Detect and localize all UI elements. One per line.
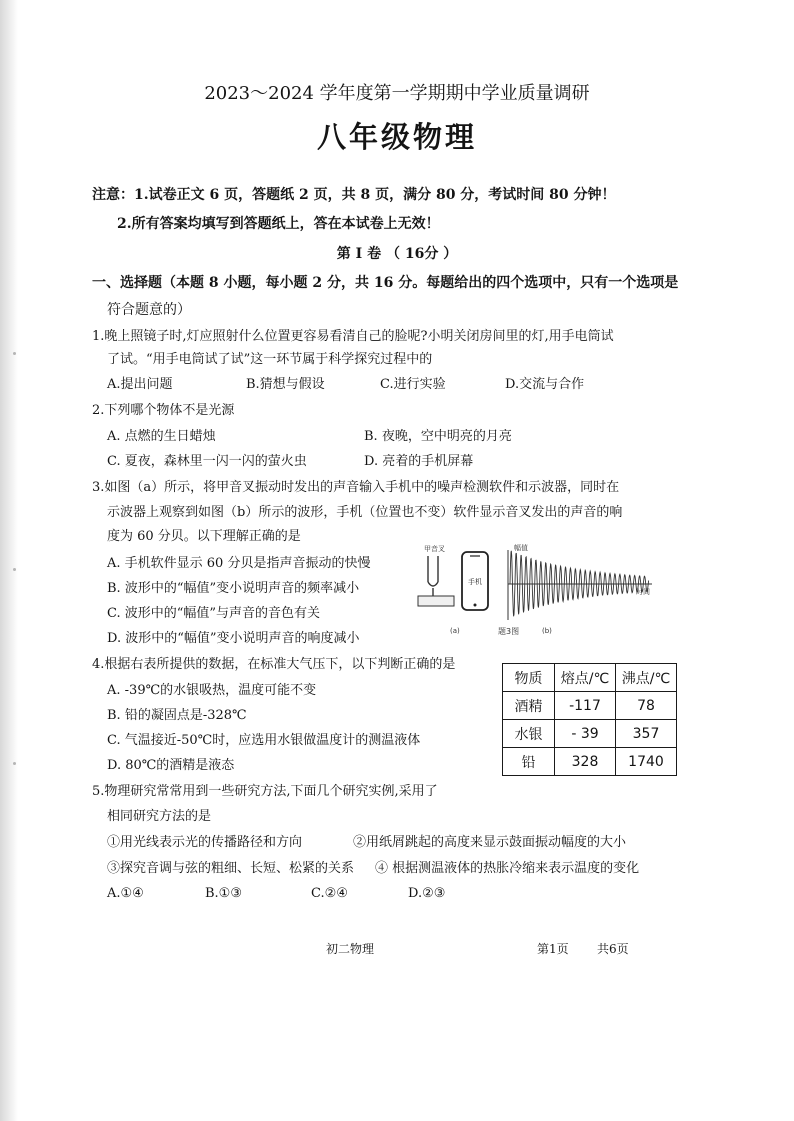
table-row xyxy=(503,748,677,776)
q3-option-c: C. 波形中的“幅值”与声音的音色有关 xyxy=(107,606,321,621)
q5-option-d: D.②③ xyxy=(408,886,446,901)
q5-option-b: B.①③ xyxy=(205,886,242,901)
q2-option-a: A. 点燃的生日蜡烛 xyxy=(107,429,216,444)
q4-stem: 4.根据右表所提供的数据，在标准大气压下，以下判断正确的是 xyxy=(92,657,456,672)
q3-stem-cont-2: 度为 60 分贝。以下理解正确的是 xyxy=(107,529,301,544)
figure-b-caption: (b) xyxy=(542,627,552,635)
q4-option-b: B. 铅的凝固点是-328℃ xyxy=(107,708,247,723)
table-row xyxy=(503,692,677,720)
table-cell: 水银 xyxy=(503,720,555,748)
footer-total-pages: 共6页 xyxy=(597,942,629,956)
q3-option-a: A. 手机软件显示 60 分贝是指声音振动的快慢 xyxy=(107,556,371,571)
q5-stem-cont: 相同研究方法的是 xyxy=(107,809,212,824)
q1-stem: 1.晚上照镜子时,灯应照射什么位置更容易看清自己的脸呢?小明关闭房间里的灯,用手电筒试 xyxy=(92,329,614,344)
tuning-fork-icon xyxy=(418,556,454,606)
exam-title: 2023～2024 学年度第一学期期中学业质量调研 xyxy=(204,83,590,104)
q2-stem: 2.下列哪个物体不是光源 xyxy=(92,403,235,418)
figure-a-caption: (a) xyxy=(450,627,460,635)
scan-edge-shadow xyxy=(0,0,18,1121)
q5-example-3: ③探究音调与弦的粗细、长短、松紧的关系 xyxy=(107,861,355,876)
table-header-cell: 物质 xyxy=(503,664,555,692)
q3-stem-cont: 示波器上观察到如图（b）所示的波形，手机（位置也不变）软件显示音叉发出的声音的响 xyxy=(107,505,623,520)
q4-option-c: C. 气温接近-50℃时，应选用水银做温度计的测温液体 xyxy=(107,733,421,748)
amplitude-label: 幅值 xyxy=(514,544,528,552)
table-cell: 78 xyxy=(615,692,676,720)
q1-option-b: B.猜想与假设 xyxy=(246,377,325,392)
q5-option-c: C.②④ xyxy=(311,886,348,901)
q5-example-2: ②用纸屑跳起的高度来显示鼓面振动幅度的大小 xyxy=(353,835,627,850)
q5-option-a: A.①④ xyxy=(107,886,144,901)
table-cell: 酒精 xyxy=(503,692,555,720)
q3-stem: 3.如图（a）所示，将甲音叉振动时发出的声音输入手机中的噪声检测软件和示波器，同时在 xyxy=(92,480,620,495)
table-cell: - 39 xyxy=(555,720,616,748)
punch-hole-mark xyxy=(13,352,16,355)
phone-label: 手机 xyxy=(468,578,482,586)
time-label: 时间 xyxy=(636,588,650,596)
table-header-row xyxy=(503,664,677,692)
q5-example-4: ④ 根据测温液体的热胀冷缩来表示温度的变化 xyxy=(375,861,640,876)
part1-instruction-cont: 符合题意的） xyxy=(107,302,191,318)
footer-subject: 初二物理 xyxy=(326,942,375,956)
notice-line-2: 2.所有答案均填写到答题纸上，答在本试卷上无效！ xyxy=(117,216,440,232)
table-header-cell: 熔点/℃ xyxy=(555,664,616,692)
table-cell: -117 xyxy=(555,692,616,720)
q3-figure xyxy=(414,540,684,640)
q4-option-a: A. -39℃的水银吸热，温度可能不变 xyxy=(107,683,317,698)
q4-data-table xyxy=(502,663,677,776)
q3-option-b: B. 波形中的“幅值”变小说明声音的频率减小 xyxy=(107,581,360,596)
q4-option-d: D. 80℃的酒精是液态 xyxy=(107,758,235,773)
table-cell: 328 xyxy=(555,748,616,776)
q3-option-d: D. 波形中的“幅值”变小说明声音的响度减小 xyxy=(107,631,360,646)
q2-option-b: B. 夜晚，空中明亮的月亮 xyxy=(364,429,512,444)
footer-page-number: 第1页 xyxy=(537,942,569,956)
q1-stem-cont: 了试。“用手电筒试了试”这一环节属于科学探究过程中的 xyxy=(107,352,433,367)
notice-line-1: 注意：1.试卷正文 6 页，答题纸 2 页，共 8 页，满分 80 分，考试时间 80 分钟！ xyxy=(92,187,616,203)
table-cell: 铅 xyxy=(503,748,555,776)
subject-title: 八年级物理 xyxy=(316,120,477,154)
q1-option-d: D.交流与合作 xyxy=(505,377,585,392)
figure-caption: 题3图 xyxy=(498,627,520,636)
punch-hole-mark xyxy=(13,568,16,571)
table-row xyxy=(503,720,677,748)
q1-option-c: C.进行实验 xyxy=(380,377,446,392)
table-cell: 1740 xyxy=(615,748,676,776)
q5-example-1: ①用光线表示光的传播路径和方向 xyxy=(107,835,303,850)
q5-stem: 5.物理研究常常用到一些研究方法,下面几个研究实例,采用了 xyxy=(92,784,438,799)
section-title: 第 I 卷 （ 16分 ） xyxy=(336,246,458,262)
table-cell: 357 xyxy=(615,720,676,748)
fork-label: 甲音叉 xyxy=(424,545,445,553)
table-header-cell: 沸点/℃ xyxy=(615,664,676,692)
q2-option-c: C. 夏夜，森林里一闪一闪的萤火虫 xyxy=(107,454,307,469)
q2-option-d: D. 亮着的手机屏幕 xyxy=(364,454,474,469)
q1-option-a: A.提出问题 xyxy=(107,377,173,392)
part1-instruction: 一、选择题（本题 8 小题，每小题 2 分，共 16 分。每题给出的四个选项中，只有一个选项是 xyxy=(92,275,679,291)
punch-hole-mark xyxy=(13,762,16,765)
